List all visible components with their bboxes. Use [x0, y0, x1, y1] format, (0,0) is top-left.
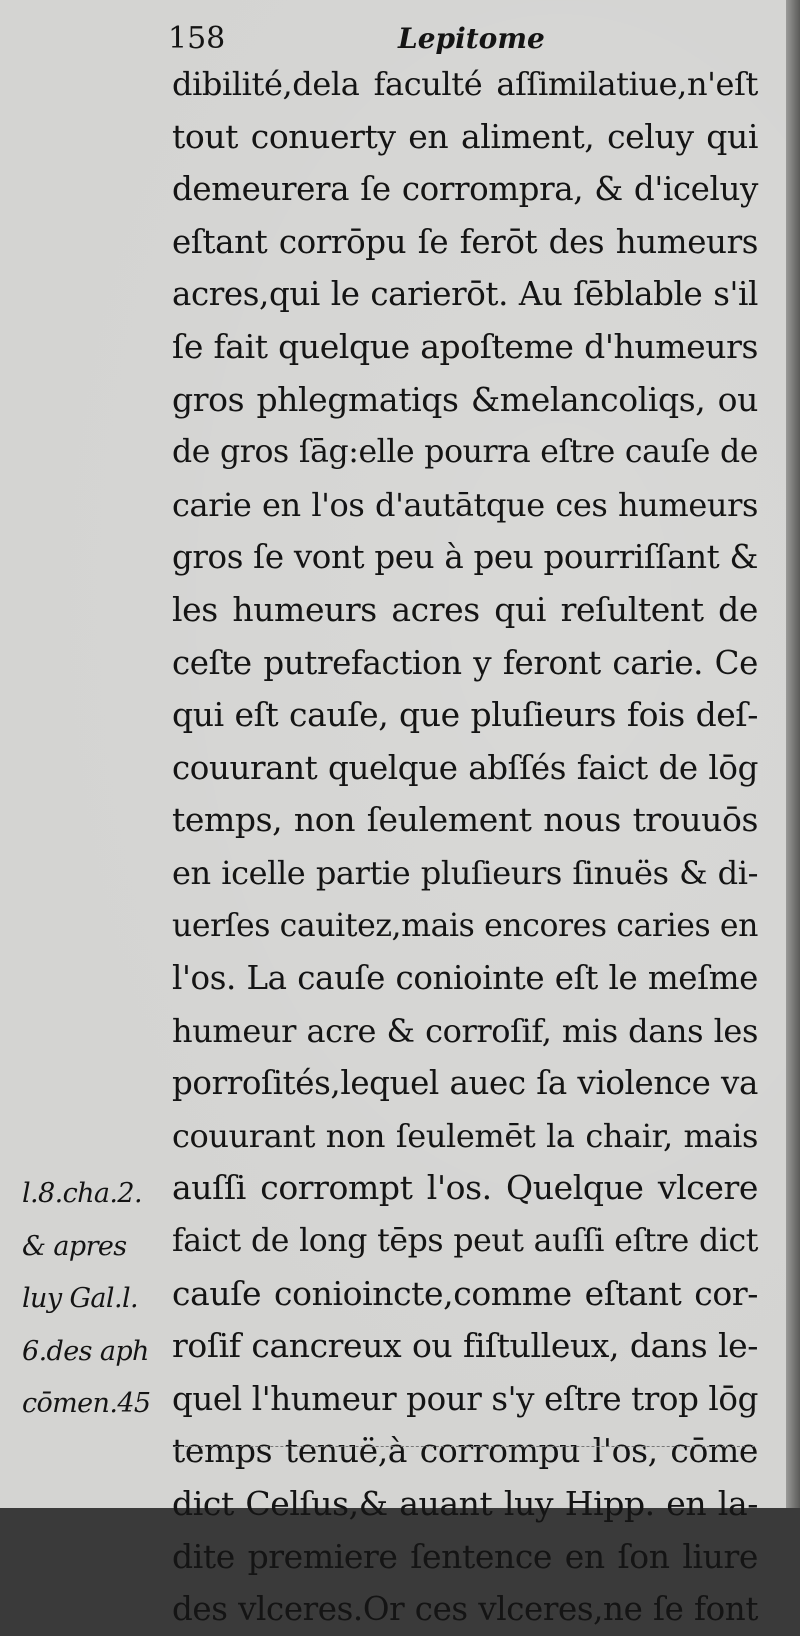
margin-note: cōmen.45	[22, 1388, 151, 1420]
margin-notes	[22, 1168, 172, 1431]
text-line: dibilité,dela faculté aſſimilatiue,n'eſt	[172, 65, 758, 103]
body-text	[172, 58, 758, 1636]
text-line: des vlceres.Or ces vlceres,ne ſe font	[172, 1590, 758, 1629]
text-line: en icelle partie pluſieurs ſinuës & di-	[172, 853, 758, 892]
text-line: quel l'humeur pour s'y eſtre trop lōg	[172, 1379, 758, 1418]
text-line: temps, non ſeulement nous trouuōs	[172, 800, 758, 840]
text-line: ceſte putrefaction y feront carie. Ce	[172, 643, 758, 682]
margin-note: & apres	[22, 1230, 127, 1262]
text-line: les humeurs acres qui reſultent de	[172, 589, 758, 629]
page-edge-shadow	[786, 0, 800, 1508]
text-line: faict de long tēps peut auſſi eſtre dict	[172, 1223, 758, 1260]
text-line: roſif cancreux ou fiſtulleux, dans le-	[172, 1326, 758, 1366]
text-line: de gros ſāg:elle pourra eſtre cauſe de	[172, 434, 758, 471]
text-line: couurant non ſeulemēt la chair, mais	[172, 1116, 758, 1155]
text-line: gros phlegmatiqs &melancoliqs, ou	[172, 379, 758, 419]
text-line: cauſe conioincte,comme eſtant cor-	[172, 1273, 758, 1313]
margin-note: luy Gal.l.	[22, 1283, 138, 1315]
text-line: dict Celſus,& auant luy Hipp. en la-	[172, 1484, 758, 1524]
bottom-rule	[175, 1446, 755, 1448]
text-line: couurant quelque abſſés faict de lōg	[172, 748, 758, 787]
text-line: eſtant corrōpu ſe ferōt des humeurs	[172, 222, 758, 261]
page-header	[168, 18, 748, 60]
margin-note: l.8.cha.2.	[22, 1178, 142, 1209]
text-line: temps tenuë,à corrompu l'os, cōme	[172, 1431, 758, 1471]
text-line: gros ſe vont peu à peu pourriſſant &	[172, 538, 758, 577]
text-line: tout conuerty en aliment, celuy qui	[172, 116, 758, 156]
text-line: l'os. La cauſe coniointe eſt le meſme	[172, 959, 758, 998]
text-line: qui eſt cauſe, que pluſieurs fois deſ-	[172, 695, 758, 735]
running-head: Lepitome	[398, 22, 545, 55]
text-line: ſe fait quelque apoſteme d'humeurs	[172, 326, 758, 366]
text-line: humeur acre & corroſif, mis dans les	[172, 1011, 758, 1050]
text-line: uerſes cauitez,mais encores caries en	[172, 907, 758, 944]
text-line: dite premiere ſentence en ſon liure	[172, 1536, 758, 1576]
text-line: porroſités,lequel auec ſa violence va	[172, 1064, 758, 1103]
text-line: auſſi corrompt l'os. Quelque vlcere	[172, 1168, 758, 1208]
page-number: 158	[168, 21, 226, 56]
text-line: acres,qui le carierōt. Au ſēblable s'il	[172, 275, 758, 314]
text-line: carie en l'os d'autātque ces humeurs	[172, 485, 758, 524]
text-line: demeurera ſe corrompra, & d'iceluy	[172, 170, 758, 209]
margin-note: 6.des aph	[22, 1335, 149, 1367]
